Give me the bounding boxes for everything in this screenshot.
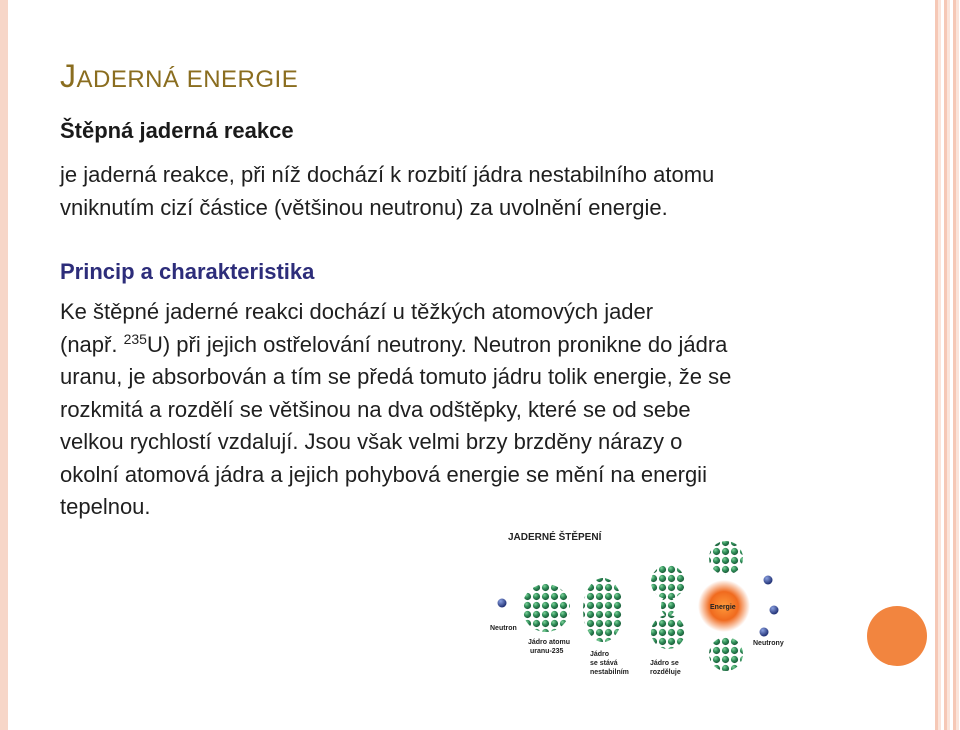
principle-line-4: rozkmitá a rozdělí se většinou na dva odštěpky, které se od sebe [60,397,691,422]
product-nucleus-bottom-icon [709,637,743,671]
principle-line-2-pre: (např. [60,332,124,357]
label-neutrons: Neutrony [753,640,784,647]
slide-title [60,58,298,95]
principle-line-1: Ke štěpné jaderné reakci dochází u těžkých atomových jader [60,299,654,324]
fragment-neck-icon [661,596,675,616]
fragment-bottom-icon [651,615,685,649]
label-neutron: Neutron [490,625,517,632]
label-uranium-1: Jádro atomu [528,639,571,646]
principle-line-2 [60,329,727,362]
label-unstable-2: se stává [590,660,618,667]
uranium-nucleus-icon [522,584,570,632]
label-unstable-3: nestabilním [590,669,629,676]
fission-illustration [478,520,813,705]
isotope-superscript: 235 [123,331,147,347]
title-rest: ADERNÁ ENERGIE [76,66,299,93]
unstable-nucleus-icon [583,578,623,642]
label-energy: Energie [710,604,736,611]
principle-line-6: okolní atomová jádra a jejich pohybová energie se mění na energii [60,462,707,487]
fission-figure [478,520,813,705]
heading-principle: Princip a charakteristika [60,259,315,284]
principle-line-5: velkou rychlostí vzdalují. Jsou však velmi brzy brzděny nárazy o [60,429,683,454]
emitted-neutron-1-icon [764,576,773,585]
emitted-neutron-3-icon [760,628,769,637]
fission-line-2: vniknutím cizí částice (většinou neutronu) za uvolnění energie. [60,195,668,220]
product-nucleus-top-icon [709,541,743,575]
title-first-letter: J [60,58,77,94]
right-decor-stripes [932,0,960,730]
heading-fission: Štěpná jaderná reakce [60,118,294,143]
principle-line-3: uranu, je absorbován a tím se předá tomuto jádru tolik energie, že se [60,364,732,389]
emitted-neutron-2-icon [770,606,779,615]
fission-line-1: je jaderná reakce, při níž dochází k rozbití jádra nestabilního atomu [60,162,715,187]
neutron-icon [498,599,507,608]
principle-line-2-post: U) při jejich ostřelování neutrony. Neutron pronikne do jádra [146,332,728,357]
label-unstable-1: Jádro [590,651,610,658]
figure-title: JADERNÉ ŠTĚPENÍ [508,532,602,543]
label-splits-1: Jádro se [650,660,679,667]
left-decor-bar [0,0,8,730]
orange-decor-dot [867,606,927,666]
fragment-top-icon [651,565,685,599]
label-splits-2: rozděluje [650,669,681,676]
principle-line-7: tepelnou. [60,494,151,519]
label-uranium-2: uranu-235 [530,648,564,655]
